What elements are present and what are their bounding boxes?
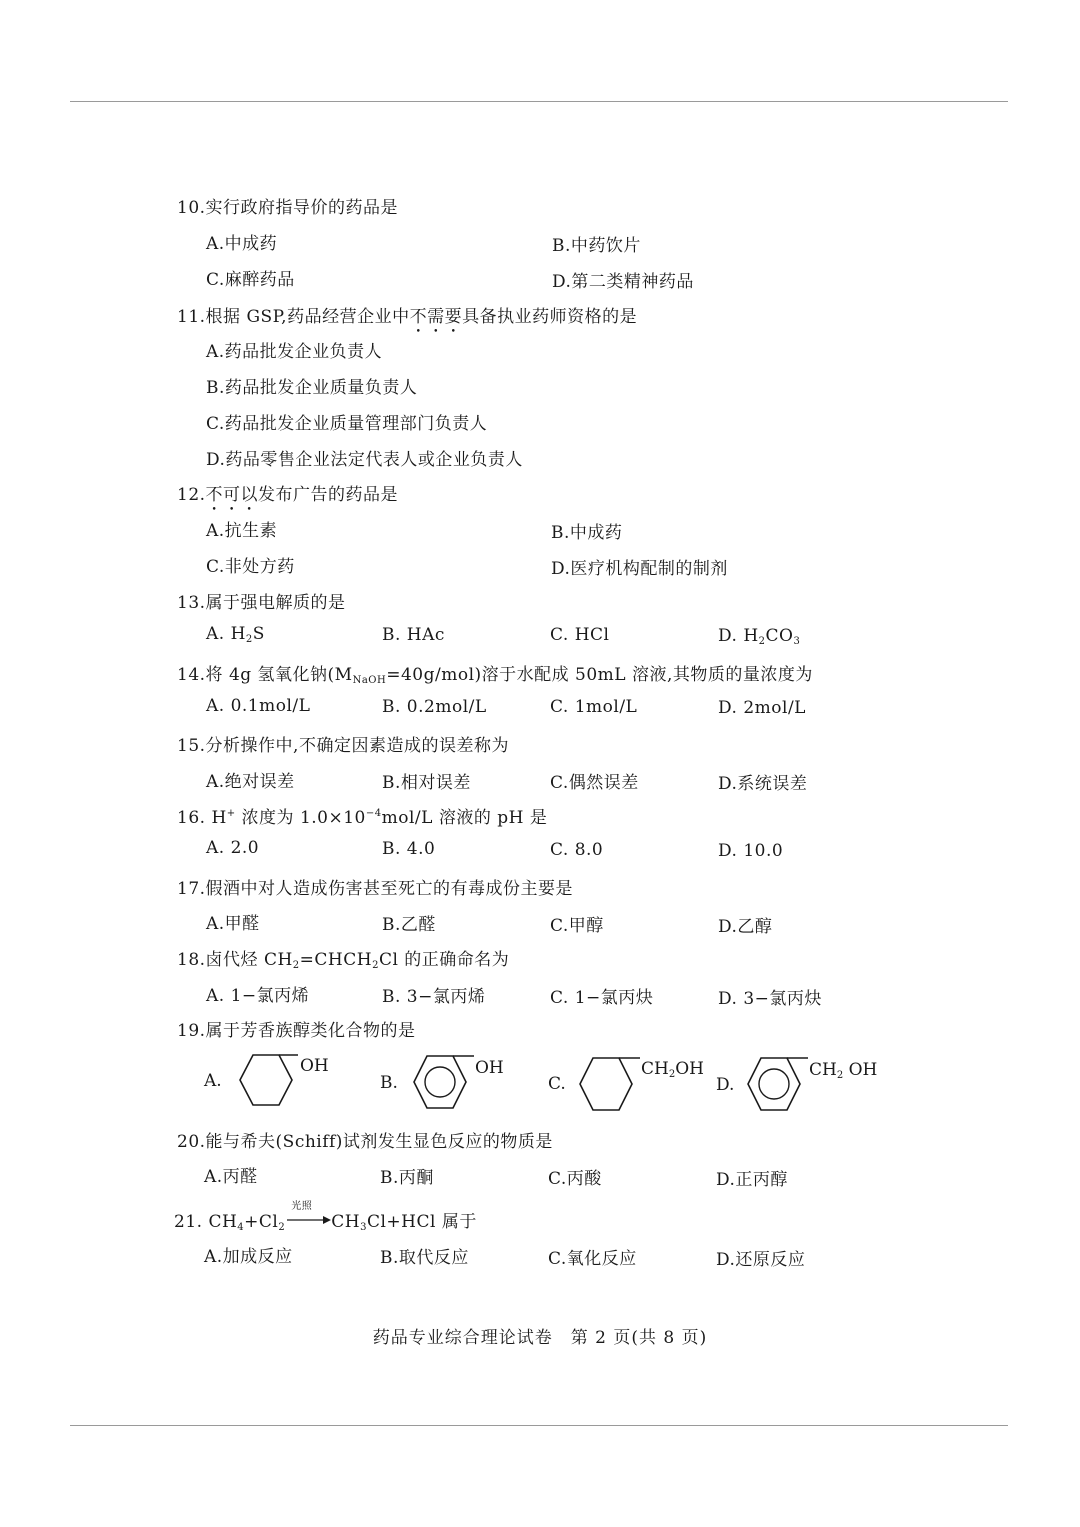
reaction-arrow: 光照 xyxy=(285,1211,331,1229)
q18-option-b[interactable]: B. 3−氯丙烯 xyxy=(382,987,486,1007)
q20-option-d[interactable]: D.正丙醇 xyxy=(716,1170,788,1190)
question-21-stem: 21. $CH_4+Cl_2$ 光照 $CH_3Cl+HCl$ 属于 xyxy=(174,1201,477,1233)
q12-option-d[interactable]: D.医疗机构配制的制剂 xyxy=(551,559,728,579)
q11-option-b[interactable]: B.药品批发企业质量负责人 xyxy=(206,378,418,398)
q14-option-b[interactable]: B. 0.2mol/L xyxy=(382,697,487,717)
q12-option-b[interactable]: B.中成药 xyxy=(551,523,623,543)
question-18-stem: 18.卤代烃 $CH_2=CHCH_2Cl$ 的正确命名为 xyxy=(177,950,510,971)
q11-option-a[interactable]: A.药品批发企业负责人 xyxy=(206,342,383,362)
q19-option-d-label[interactable]: D. xyxy=(716,1075,735,1095)
q21-option-c[interactable]: C.氧化反应 xyxy=(548,1249,637,1269)
q17-option-d[interactable]: D.乙醇 xyxy=(718,917,773,937)
q18-option-a[interactable]: A. 1−氯丙烯 xyxy=(206,986,310,1006)
q19-b-oh-group: OH xyxy=(475,1058,504,1078)
cyclohexane-ring xyxy=(566,1054,646,1116)
q10-option-b[interactable]: B.中药饮片 xyxy=(552,236,641,256)
question-16-stem: 16. H+ 浓度为 $1.0\times 10^{-4}mol/L$ 溶液的 pH 是 xyxy=(177,808,548,828)
emphasis-text: 不需要 xyxy=(409,307,463,327)
q18-option-d[interactable]: D. 3−氯丙炔 xyxy=(718,989,822,1009)
page-footer: 药品专业综合理论试卷 第 2 页(共 8 页) xyxy=(372,1328,708,1348)
q13-option-c[interactable]: C. HCl xyxy=(550,625,610,645)
q13-option-a[interactable]: A. $H_2S$ xyxy=(206,624,265,645)
question-10-stem: 10.实行政府指导价的药品是 xyxy=(177,198,399,218)
q16-option-a[interactable]: A. 2.0 xyxy=(206,838,260,858)
q14-option-d[interactable]: D. 2mol/L xyxy=(718,698,806,718)
q17-option-c[interactable]: C.甲醇 xyxy=(550,916,604,936)
question-20-stem: 20.能与希夫(Schiff)试剂发生显色反应的物质是 xyxy=(177,1132,553,1152)
q15-option-d[interactable]: D.系统误差 xyxy=(718,774,808,794)
cyclohexane-ring xyxy=(226,1052,306,1112)
arrow-icon xyxy=(285,1211,331,1229)
q20-option-b[interactable]: B.丙酮 xyxy=(380,1168,434,1188)
question-17-stem: 17.假酒中对人造成伤害甚至死亡的有毒成份主要是 xyxy=(177,879,574,899)
q18-option-c[interactable]: C. 1−氯丙炔 xyxy=(550,988,654,1008)
question-11-stem: 11.根据 GSP,药品经营企业中不需要具备执业药师资格的是 xyxy=(177,307,638,327)
q16-option-d[interactable]: D. 10.0 xyxy=(718,841,784,861)
top-rule xyxy=(70,101,1008,102)
q19-option-a-label[interactable]: A. xyxy=(204,1071,222,1091)
q12-option-c[interactable]: C.非处方药 xyxy=(206,557,295,577)
q17-option-a[interactable]: A.甲醛 xyxy=(206,914,260,934)
q12-option-a[interactable]: A.抗生素 xyxy=(206,521,278,541)
q10-option-a[interactable]: A.中成药 xyxy=(206,234,278,254)
benzene-ring xyxy=(734,1054,814,1116)
q11-option-c[interactable]: C.药品批发企业质量管理部门负责人 xyxy=(206,414,488,434)
q14-option-c[interactable]: C. 1mol/L xyxy=(550,697,638,717)
q11-option-d[interactable]: D.药品零售企业法定代表人或企业负责人 xyxy=(206,450,523,470)
q20-option-c[interactable]: C.丙酸 xyxy=(548,1169,602,1189)
q16-option-c[interactable]: C. 8.0 xyxy=(550,840,604,860)
q19-a-oh-group: OH xyxy=(300,1056,329,1076)
emphasis-text: 不可以 xyxy=(205,485,259,505)
q19-d-ch2oh-group: $CH_2$ OH xyxy=(809,1060,878,1081)
q21-option-d[interactable]: D.还原反应 xyxy=(716,1250,806,1270)
q17-option-b[interactable]: B.乙醛 xyxy=(382,915,436,935)
q15-option-b[interactable]: B.相对误差 xyxy=(382,773,471,793)
q19-option-c-label[interactable]: C. xyxy=(548,1074,566,1094)
benzene-ring xyxy=(400,1052,480,1114)
question-12-stem: 12.不可以发布广告的药品是 xyxy=(177,485,399,505)
question-13-stem: 13.属于强电解质的是 xyxy=(177,593,346,613)
q10-option-c[interactable]: C.麻醉药品 xyxy=(206,270,295,290)
question-14-stem: 14.将 4g 氢氧化钠$(M_{NaOH}=40g/mol)$溶于水配成 50mL 溶液,其物质的量浓度为 xyxy=(177,665,813,686)
q21-option-a[interactable]: A.加成反应 xyxy=(204,1247,293,1267)
q10-option-d[interactable]: D.第二类精神药品 xyxy=(552,272,694,292)
bottom-rule xyxy=(70,1425,1008,1426)
q21-option-b[interactable]: B.取代反应 xyxy=(380,1248,469,1268)
q16-option-b[interactable]: B. 4.0 xyxy=(382,839,436,859)
question-19-stem: 19.属于芳香族醇类化合物的是 xyxy=(177,1021,416,1041)
q13-option-b[interactable]: B. HAc xyxy=(382,625,445,645)
q15-option-a[interactable]: A.绝对误差 xyxy=(206,772,295,792)
q15-option-c[interactable]: C.偶然误差 xyxy=(550,773,639,793)
q19-c-ch2oh-group: $CH_2OH$ xyxy=(641,1059,704,1080)
question-15-stem: 15.分析操作中,不确定因素造成的误差称为 xyxy=(177,736,509,756)
q14-option-a[interactable]: A. 0.1mol/L xyxy=(206,696,311,716)
q19-option-b-label[interactable]: B. xyxy=(380,1073,398,1093)
q13-option-d[interactable]: D. $H_2CO_3$ xyxy=(718,626,801,647)
q20-option-a[interactable]: A.丙醛 xyxy=(204,1167,258,1187)
